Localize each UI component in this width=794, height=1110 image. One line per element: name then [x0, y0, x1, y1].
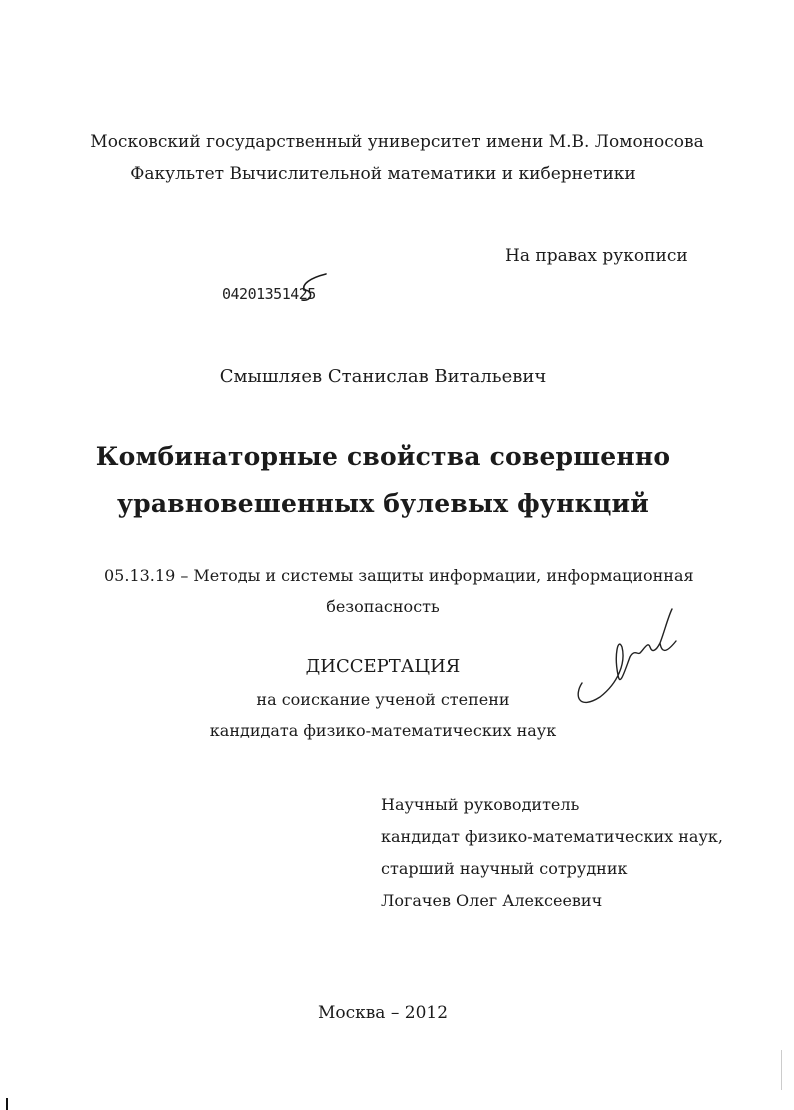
supervisor-label: Научный руководитель	[381, 795, 580, 814]
scan-edge-mark	[6, 1098, 8, 1110]
supervisor-position: старший научный сотрудник	[381, 859, 628, 878]
handwritten-mark-icon	[296, 268, 332, 304]
dissertation-title-line-2: уравновешенных булевых функций	[116, 489, 650, 518]
supervisor-name: Логачев Олег Алексеевич	[381, 891, 603, 910]
degree-line-1: на соискание ученой степени	[256, 690, 510, 709]
university-name: Московский государственный университет имени М.В. Ломоносова	[90, 132, 704, 152]
author-name: Смышляев Станислав Витальевич	[219, 366, 547, 387]
manuscript-rights-note: На правах рукописи	[505, 246, 688, 266]
scan-edge-line	[781, 1050, 782, 1090]
specialty-line-1: 05.13.19 – Методы и системы защиты информации, информационная	[104, 566, 694, 585]
faculty-name: Факультет Вычислительной математики и кибернетики	[130, 164, 636, 184]
place-and-year: Москва – 2012	[317, 1003, 449, 1023]
archive-number: 04201351425	[222, 285, 316, 303]
supervisor-degree: кандидат физико-математических наук,	[381, 827, 723, 846]
dissertation-title-line-1: Комбинаторные свойства совершенно	[95, 442, 671, 471]
dissertation-heading: ДИССЕРТАЦИЯ	[305, 656, 461, 677]
signature-icon	[572, 603, 690, 715]
specialty-line-2: безопасность	[326, 597, 440, 616]
degree-line-2: кандидата физико-математических наук	[209, 721, 557, 740]
